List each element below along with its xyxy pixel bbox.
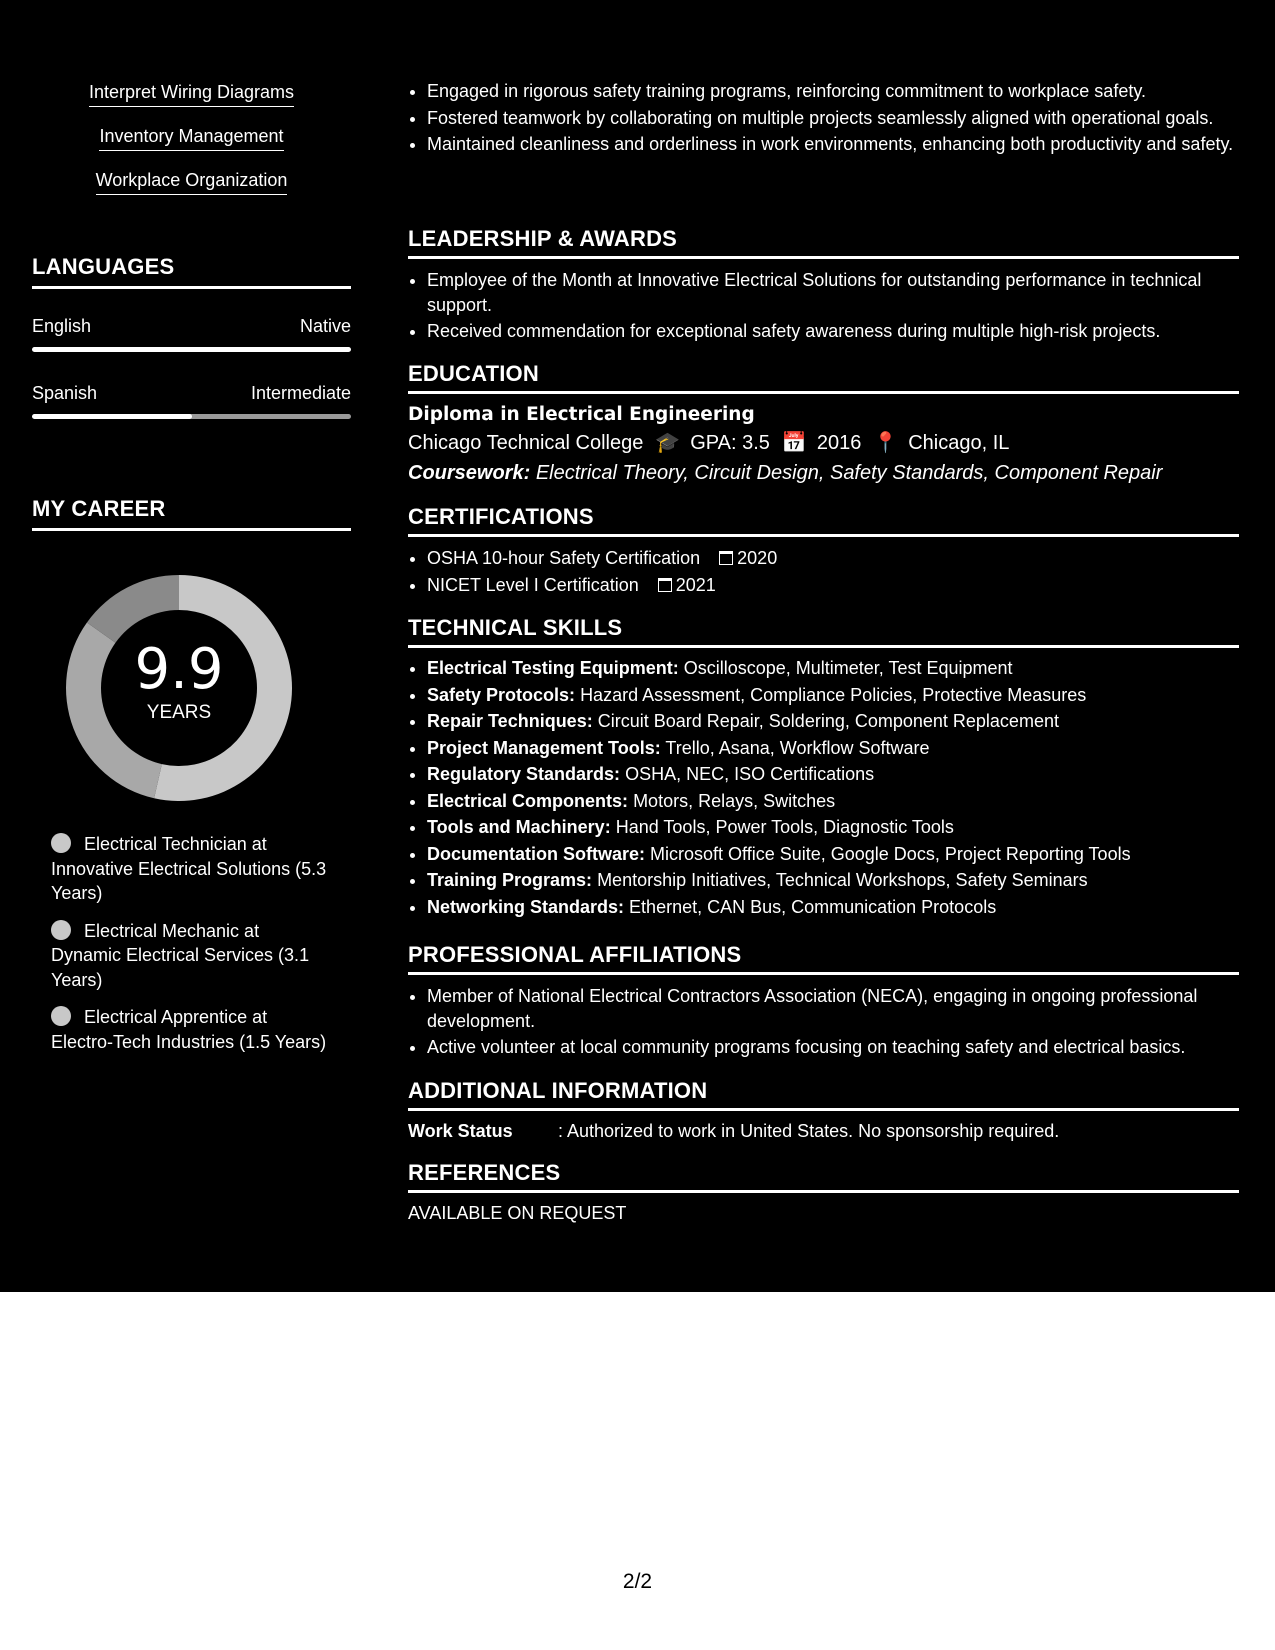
certifications-heading: CERTIFICATIONS <box>408 504 1239 537</box>
work-status-row <box>408 1119 1239 1143</box>
education-coursework <box>408 458 1239 488</box>
skill-label: Tools and Machinery: <box>427 817 611 837</box>
education-year: 2016 <box>816 432 862 454</box>
certifications-section <box>408 504 1239 599</box>
list-item <box>427 895 1239 920</box>
skill-value: Circuit Board Repair, Soldering, Component Replacement <box>597 711 1059 731</box>
additional-info-heading: ADDITIONAL INFORMATION <box>408 1078 1239 1111</box>
education-details <box>408 428 1239 458</box>
language-name: Spanish <box>32 383 98 403</box>
cert-date <box>719 548 777 568</box>
references-section <box>408 1160 1239 1225</box>
calendar-icon <box>719 551 733 565</box>
calendar-icon <box>658 578 672 592</box>
list-item: • Member of National Electrical Contractors Association (NECA), engaging in ongoing professional development. <box>427 984 1239 1033</box>
cert-year: 2021 <box>675 574 716 595</box>
coursework-value: Electrical Theory, Circuit Design, Safety Standards, Component Repair <box>535 462 1163 484</box>
language-bar-fill <box>32 347 351 352</box>
language-bar-fill <box>32 414 192 419</box>
skill-value: Hand Tools, Power Tools, Diagnostic Tools <box>615 817 954 837</box>
list-item <box>427 546 1239 571</box>
skill-label: Safety Protocols: <box>427 684 576 705</box>
education-degree: Diploma in Electrical Engineering <box>408 404 755 425</box>
career-section <box>32 496 351 1052</box>
experience-bullets <box>408 79 1239 159</box>
language-name: English <box>32 316 92 336</box>
education-section <box>408 361 1239 488</box>
career-item <box>51 832 331 906</box>
technical-skills-heading: TECHNICAL SKILLS <box>408 615 1239 648</box>
skill-value: Mentorship Initiatives, Technical Workshops, Safety Seminars <box>597 870 1088 890</box>
location-pin-icon: 📍 <box>873 432 899 454</box>
affiliations-heading: PROFESSIONAL AFFILIATIONS <box>408 942 1239 975</box>
career-donut-chart <box>66 575 292 801</box>
skill-label: Electrical Components: <box>427 790 629 811</box>
skill-list <box>32 80 351 212</box>
references-heading: REFERENCES <box>408 1160 1239 1193</box>
cert-name: OSHA 10-hour Safety Certification <box>427 548 701 568</box>
language-level: Native <box>299 316 351 336</box>
skill-item: Interpret Wiring Diagrams <box>89 80 294 107</box>
skill-value: Trello, Asana, Workflow Software <box>665 737 930 758</box>
list-item <box>427 815 1239 840</box>
list-item: • Received commendation for exceptional safety awareness during multiple high-risk projects. <box>427 319 1239 344</box>
career-heading: MY CAREER <box>32 496 351 531</box>
list-item <box>427 868 1239 893</box>
career-years-unit: YEARS <box>146 702 212 723</box>
list-item <box>427 656 1239 681</box>
skill-label: Repair Techniques: <box>427 711 593 731</box>
career-item <box>51 1005 331 1054</box>
education-gpa: GPA: 3.5 <box>690 432 770 454</box>
skill-value: Motors, Relays, Switches <box>633 790 836 811</box>
list-item <box>427 842 1239 867</box>
list-item: • Employee of the Month at Innovative Electrical Solutions for outstanding performance in technical support. <box>427 268 1239 317</box>
career-item-text: Electrical Mechanic at Dynamic Electrical Services (3.1 Years) <box>51 920 310 990</box>
coursework-label: Coursework: <box>408 462 531 484</box>
skill-value: Oscilloscope, Multimeter, Test Equipment <box>683 658 1013 678</box>
career-list <box>51 832 331 1067</box>
skill-label: Networking Standards: <box>427 896 625 917</box>
list-item: • Maintained cleanliness and orderliness in work environments, enhancing both productivity and safety. <box>427 132 1239 157</box>
language-bar <box>32 414 351 419</box>
language-bar <box>32 347 351 352</box>
work-status-value: : Authorized to work in United States. No sponsorship required. <box>558 1121 1060 1141</box>
languages-section <box>32 254 351 419</box>
career-item-text: Electrical Technician at Innovative Electrical Solutions (5.3 Years) <box>51 834 327 903</box>
skill-value: OSHA, NEC, ISO Certifications <box>625 764 875 784</box>
leadership-heading: LEADERSHIP & AWARDS <box>408 226 1239 259</box>
additional-info-section <box>408 1078 1239 1143</box>
education-school: Chicago Technical College <box>408 432 644 454</box>
language-level: Intermediate <box>250 383 351 403</box>
skill-label: Documentation Software: <box>427 843 646 864</box>
skill-value: Microsoft Office Suite, Google Docs, Project Reporting Tools <box>650 843 1131 864</box>
list-item <box>427 683 1239 708</box>
skill-label: Training Programs: <box>427 870 593 890</box>
skill-value: Hazard Assessment, Compliance Policies, Protective Measures <box>580 684 1087 705</box>
list-item <box>427 789 1239 814</box>
references-text: AVAILABLE ON REQUEST <box>408 1203 627 1223</box>
technical-skills-list <box>408 656 1239 919</box>
skill-item: Workplace Organization <box>96 168 288 195</box>
list-item <box>427 762 1239 787</box>
leadership-section <box>408 226 1239 346</box>
languages-heading: LANGUAGES <box>32 254 351 289</box>
affiliations-section <box>408 942 1239 1062</box>
page-number: 2/2 <box>622 1570 653 1593</box>
bullet-dot-icon <box>51 1006 71 1026</box>
bullet-dot-icon <box>51 833 71 853</box>
skill-value: Ethernet, CAN Bus, Communication Protocols <box>629 896 997 917</box>
career-years-value: 9.9 <box>134 637 224 702</box>
list-item <box>427 573 1239 598</box>
technical-skills-section <box>408 615 1239 921</box>
cert-name: NICET Level I Certification <box>427 574 639 595</box>
education-location: Chicago, IL <box>908 432 1010 454</box>
language-row <box>32 315 351 337</box>
career-item <box>51 919 331 993</box>
skill-label: Project Management Tools: <box>427 737 661 758</box>
bullet-dot-icon <box>51 920 71 940</box>
cert-year: 2020 <box>737 548 778 568</box>
skill-label: Regulatory Standards: <box>427 764 621 784</box>
cert-date <box>658 575 716 595</box>
list-item: • Engaged in rigorous safety training programs, reinforcing commitment to workplace safety. <box>427 79 1239 104</box>
graduation-cap-icon: 🎓 <box>655 432 681 454</box>
list-item: • Fostered teamwork by collaborating on multiple projects seamlessly aligned with operational goals. <box>427 106 1239 131</box>
education-heading: EDUCATION <box>408 361 1239 394</box>
donut-center <box>66 575 292 801</box>
skill-item: Inventory Management <box>99 124 283 151</box>
skill-label: Electrical Testing Equipment: <box>427 658 679 678</box>
language-row <box>32 382 351 404</box>
list-item: • Active volunteer at local community programs focusing on teaching safety and electrical basics. <box>427 1035 1239 1060</box>
career-item-text: Electrical Apprentice at Electro-Tech Industries (1.5 Years) <box>51 1007 327 1052</box>
list-item <box>427 709 1239 734</box>
list-item <box>427 736 1239 761</box>
calendar-icon: 📅 <box>781 432 807 454</box>
work-status-label: Work Status <box>408 1121 513 1141</box>
